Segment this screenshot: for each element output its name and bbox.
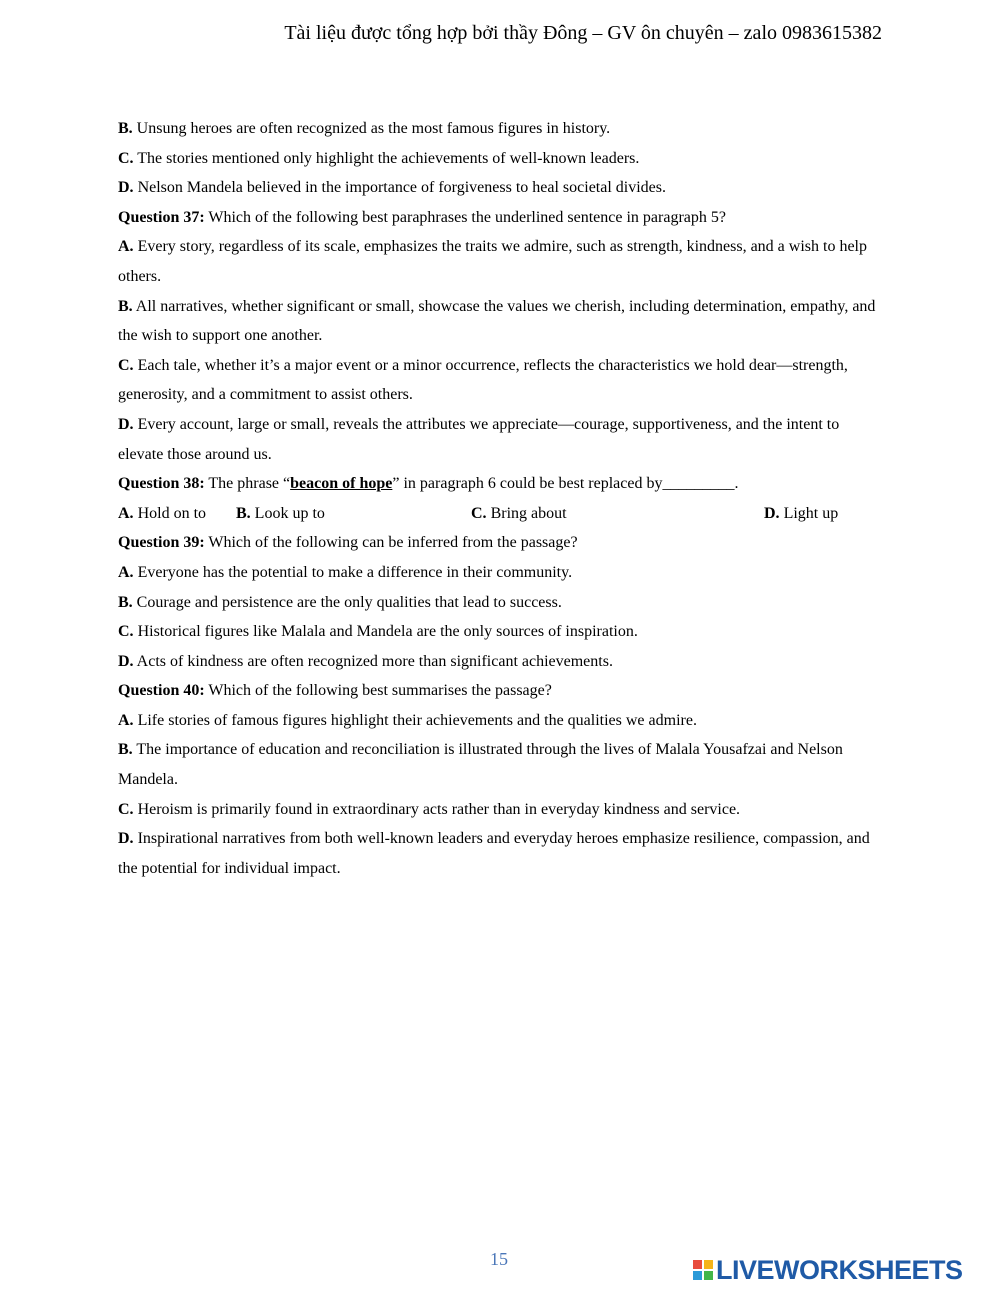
option-text: Life stories of famous figures highlight their achievements and the qualities we admire.	[133, 711, 697, 729]
logo-square-red	[692, 1259, 703, 1270]
question-text: Which of the following best summarises the passage?	[204, 682, 552, 700]
option-label: A.	[118, 238, 134, 256]
option-c-q40	[118, 795, 878, 825]
option-label: B.	[118, 593, 133, 611]
option-label: D.	[118, 179, 134, 197]
question-text: Which of the following best paraphrases the underlined sentence in paragraph 5?	[204, 208, 726, 226]
question-label: Question 40:	[118, 682, 205, 700]
question-text: Which of the following can be inferred from the passage?	[204, 534, 578, 552]
document-body	[118, 114, 878, 883]
option-a-q40	[118, 706, 878, 736]
option-d-q37	[118, 410, 878, 469]
question-38	[118, 469, 878, 499]
option-label: D.	[764, 504, 780, 522]
question-label: Question 39:	[118, 534, 205, 552]
q38-options-row	[118, 499, 878, 529]
logo-text: LIVEWORKSHEETS	[716, 1254, 963, 1285]
question-text-post: ” in paragraph 6 could be best replaced by_________.	[392, 475, 739, 493]
option-label: A.	[118, 563, 134, 581]
option-label: B.	[118, 741, 133, 759]
option-label: A.	[118, 504, 134, 522]
option-label: B.	[236, 504, 251, 522]
option-label: B.	[118, 297, 133, 315]
option-text: Inspirational narratives from both well-known leaders and everyday heroes emphasize resilience, compassion, and the potential for individual impact.	[118, 830, 870, 877]
question-text-pre: The phrase “	[204, 475, 291, 493]
option-text: Courage and persistence are the only qualities that lead to success.	[132, 593, 562, 611]
logo-square-green	[703, 1270, 714, 1281]
option-d-q39	[118, 647, 878, 677]
option-c-q39	[118, 617, 878, 647]
option-text: Light up	[779, 504, 839, 522]
question-39	[118, 528, 878, 558]
option-text: Nelson Mandela believed in the importance of forgiveness to heal societal divides.	[133, 179, 666, 197]
question-40	[118, 676, 878, 706]
logo-square-yellow	[703, 1259, 714, 1270]
option-text: Acts of kindness are often recognized more than significant achievements.	[133, 652, 613, 670]
option-b-q40	[118, 735, 878, 794]
option-text: Every account, large or small, reveals the attributes we appreciate—courage, supportiveness, and the intent to elevate those around us.	[118, 415, 840, 463]
option-b-q38	[236, 499, 325, 529]
option-label: D.	[118, 415, 134, 433]
option-text: Unsung heroes are often recognized as the most famous figures in history.	[132, 120, 611, 137]
option-label: C.	[471, 504, 487, 522]
underlined-phrase: beacon of hope	[290, 475, 393, 493]
option-label: C.	[118, 623, 134, 641]
option-label: A.	[118, 711, 134, 729]
option-d-q40	[118, 824, 878, 883]
liveworksheets-logo[interactable]	[692, 1254, 963, 1286]
liveworksheets-logo-icon	[692, 1259, 714, 1281]
option-label: B.	[118, 120, 133, 137]
page-number: 15	[490, 1249, 508, 1269]
page-header: Tài liệu được tổng hợp bởi thầy Đông – GV ôn chuyên – zalo 0983615382	[284, 22, 882, 44]
option-label: D.	[118, 830, 134, 848]
option-c-q36	[118, 144, 878, 174]
option-b-q37	[118, 292, 878, 351]
option-text: Look up to	[250, 504, 325, 522]
option-c-q38	[471, 499, 567, 529]
logo-square-blue	[692, 1270, 703, 1281]
option-text: Hold on to	[133, 504, 207, 522]
option-text: Heroism is primarily found in extraordinary acts rather than in everyday kindness and service.	[133, 800, 741, 818]
question-label: Question 38:	[118, 475, 205, 493]
option-label: C.	[118, 800, 134, 818]
option-text: All narratives, whether significant or small, showcase the values we cherish, including determination, empathy, and the wish to support one another.	[118, 297, 876, 345]
option-a-q37	[118, 232, 878, 291]
option-text: Each tale, whether it’s a major event or a minor occurrence, reflects the characteristics we hold dear—strength, generosity, and a commitment to assist others.	[118, 356, 848, 404]
option-c-q37	[118, 351, 878, 410]
question-37	[118, 203, 878, 233]
option-d-q36	[118, 173, 878, 203]
option-label: C.	[118, 149, 134, 167]
option-text: Every story, regardless of its scale, emphasizes the traits we admire, such as strength, kindness, and a wish to help others.	[118, 238, 867, 285]
option-a-q38	[118, 499, 206, 529]
question-label: Question 37:	[118, 208, 205, 226]
option-d-q38	[764, 499, 838, 529]
option-label: D.	[118, 652, 134, 670]
option-b-q36	[118, 114, 878, 144]
option-text: Everyone has the potential to make a difference in their community.	[133, 563, 573, 581]
option-text: The importance of education and reconciliation is illustrated through the lives of Malala Yousafzai and Nelson Mandela.	[118, 741, 843, 789]
option-b-q39	[118, 588, 878, 618]
option-text: Historical figures like Malala and Mandela are the only sources of inspiration.	[133, 623, 638, 641]
option-text: Bring about	[486, 504, 567, 522]
option-text: The stories mentioned only highlight the achievements of well-known leaders.	[133, 149, 640, 167]
option-a-q39	[118, 558, 878, 588]
option-label: C.	[118, 356, 134, 374]
